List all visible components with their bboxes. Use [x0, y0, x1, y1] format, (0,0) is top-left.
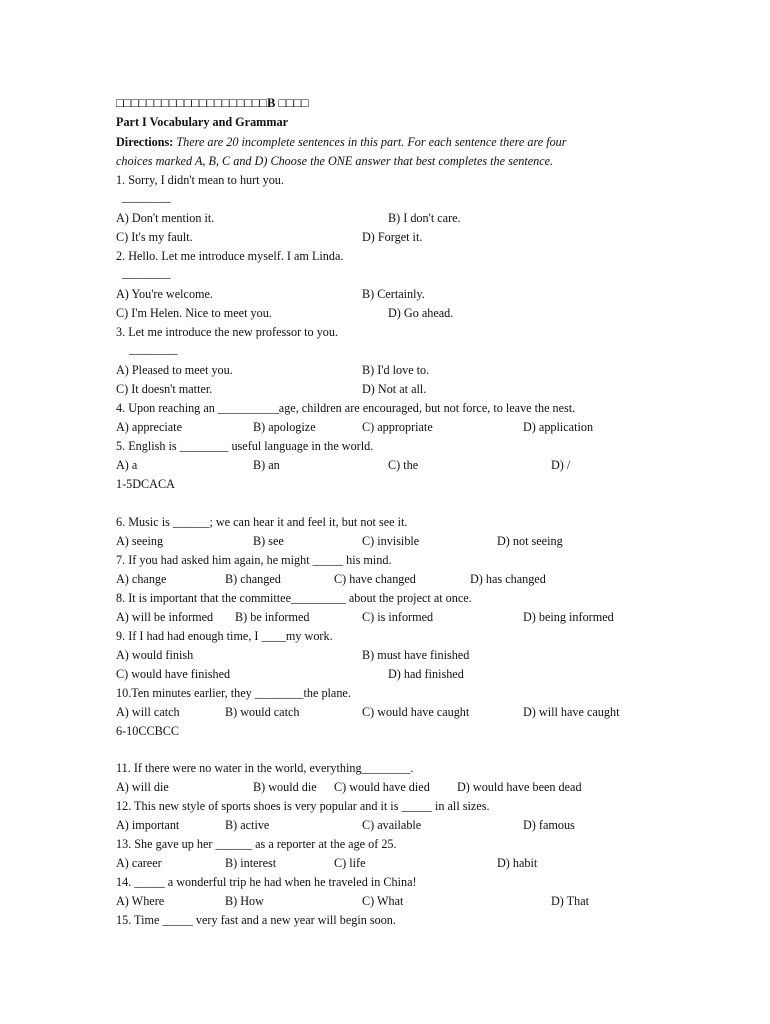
- option-1c: C) It's my fault.: [116, 230, 193, 244]
- option-2d: D) Go ahead.: [388, 306, 454, 320]
- option-7b: B) changed: [225, 572, 281, 586]
- option-9c: C) would have finished: [116, 667, 231, 681]
- option-1d: D) Forget it.: [362, 230, 423, 244]
- question-7: 7. If you had asked him again, he might _____ his mind.: [116, 553, 392, 567]
- option-1b: B) I don't care.: [388, 211, 461, 225]
- option-12c: C) available: [362, 818, 422, 832]
- option-12a: A) important: [116, 818, 180, 832]
- question-8: 8. It is important that the committee_________ about the project at once.: [116, 591, 472, 605]
- option-5c: C) the: [388, 458, 419, 472]
- option-3a: A) Pleased to meet you.: [116, 363, 233, 377]
- question-5: 5. English is ________ useful language in the world.: [116, 439, 374, 453]
- option-13b: B) interest: [225, 856, 277, 870]
- option-2a: A) You're welcome.: [116, 287, 213, 301]
- option-4b: B) apologize: [253, 420, 316, 434]
- option-7c: C) have changed: [334, 572, 416, 586]
- option-13a: A) career: [116, 856, 162, 870]
- document-title: □□□□□□□□□□□□□□□□□□□□B □□□□: [116, 96, 309, 110]
- answer-blank-2: ________: [122, 266, 171, 280]
- option-11d: D) would have been dead: [457, 780, 582, 794]
- option-11b: B) would die: [253, 780, 317, 794]
- answer-key-6-10: 6-10CCBCC: [116, 724, 179, 738]
- option-8d: D) being informed: [523, 610, 614, 624]
- directions-text-2: choices marked A, B, C and D) Choose the ONE answer that best completes the sentence.: [116, 154, 554, 168]
- question-14: 14. _____ a wonderful trip he had when he traveled in China!: [116, 875, 417, 889]
- option-14a: A) Where: [116, 894, 165, 908]
- option-12d: D) famous: [523, 818, 575, 832]
- option-4a: A) appreciate: [116, 420, 182, 434]
- question-11: 11. If there were no water in the world, everything________.: [116, 761, 414, 775]
- question-1: 1. Sorry, I didn't mean to hurt you.: [116, 173, 284, 187]
- option-11c: C) would have died: [334, 780, 430, 794]
- option-10a: A) will catch: [116, 705, 180, 719]
- option-5d: D) /: [551, 458, 571, 472]
- option-10c: C) would have caught: [362, 705, 470, 719]
- option-6d: D) not seeing: [497, 534, 563, 548]
- option-7a: A) change: [116, 572, 167, 586]
- question-13: 13. She gave up her ______ as a reporter at the age of 25.: [116, 837, 397, 851]
- option-8b: B) be informed: [235, 610, 310, 624]
- question-3: 3. Let me introduce the new professor to you.: [116, 325, 339, 339]
- option-6b: B) see: [253, 534, 284, 548]
- question-4: 4. Upon reaching an __________age, children are encouraged, but not force, to leave the nest.: [116, 401, 576, 415]
- option-3b: B) I'd love to.: [362, 363, 430, 377]
- option-5a: A) a: [116, 458, 138, 472]
- option-6a: A) seeing: [116, 534, 164, 548]
- question-6: 6. Music is ______; we can hear it and feel it, but not see it.: [116, 515, 408, 529]
- option-8c: C) is informed: [362, 610, 434, 624]
- answer-blank-1: ________: [122, 190, 171, 204]
- option-7d: D) has changed: [470, 572, 546, 586]
- option-6c: C) invisible: [362, 534, 420, 548]
- option-12b: B) active: [225, 818, 270, 832]
- part-title: Part I Vocabulary and Grammar: [116, 115, 288, 129]
- option-4d: D) application: [523, 420, 594, 434]
- option-13d: D) habit: [497, 856, 538, 870]
- question-15: 15. Time _____ very fast and a new year will begin soon.: [116, 913, 396, 927]
- option-1a: A) Don't mention it.: [116, 211, 215, 225]
- option-9a: A) would finish: [116, 648, 194, 662]
- option-11a: A) will die: [116, 780, 169, 794]
- option-8a: A) will be informed: [116, 610, 214, 624]
- option-5b: B) an: [253, 458, 280, 472]
- question-10: 10.Ten minutes earlier, they ________the plane.: [116, 686, 351, 700]
- option-2b: B) Certainly.: [362, 287, 425, 301]
- option-14b: B) How: [225, 894, 264, 908]
- option-14c: C) What: [362, 894, 404, 908]
- option-4c: C) appropriate: [362, 420, 433, 434]
- option-10d: D) will have caught: [523, 705, 620, 719]
- option-2c: C) I'm Helen. Nice to meet you.: [116, 306, 272, 320]
- question-9: 9. If I had had enough time, I ____my work.: [116, 629, 333, 643]
- directions-line-1: [116, 134, 567, 150]
- option-13c: C) life: [334, 856, 366, 870]
- answer-blank-3: ________: [129, 342, 178, 356]
- directions-text-1: There are 20 incomplete sentences in this part. For each sentence there are four: [173, 135, 567, 149]
- option-9d: D) had finished: [388, 667, 464, 681]
- option-10b: B) would catch: [225, 705, 300, 719]
- directions-label: Directions:: [116, 135, 174, 149]
- question-2: 2. Hello. Let me introduce myself. I am Linda.: [116, 249, 344, 263]
- question-12: 12. This new style of sports shoes is very popular and it is _____ in all sizes.: [116, 799, 490, 813]
- option-9b: B) must have finished: [362, 648, 470, 662]
- answer-key-1-5: 1-5DCACA: [116, 477, 175, 491]
- option-3c: C) It doesn't matter.: [116, 382, 213, 396]
- option-3d: D) Not at all.: [362, 382, 427, 396]
- option-14d: D) That: [551, 894, 590, 908]
